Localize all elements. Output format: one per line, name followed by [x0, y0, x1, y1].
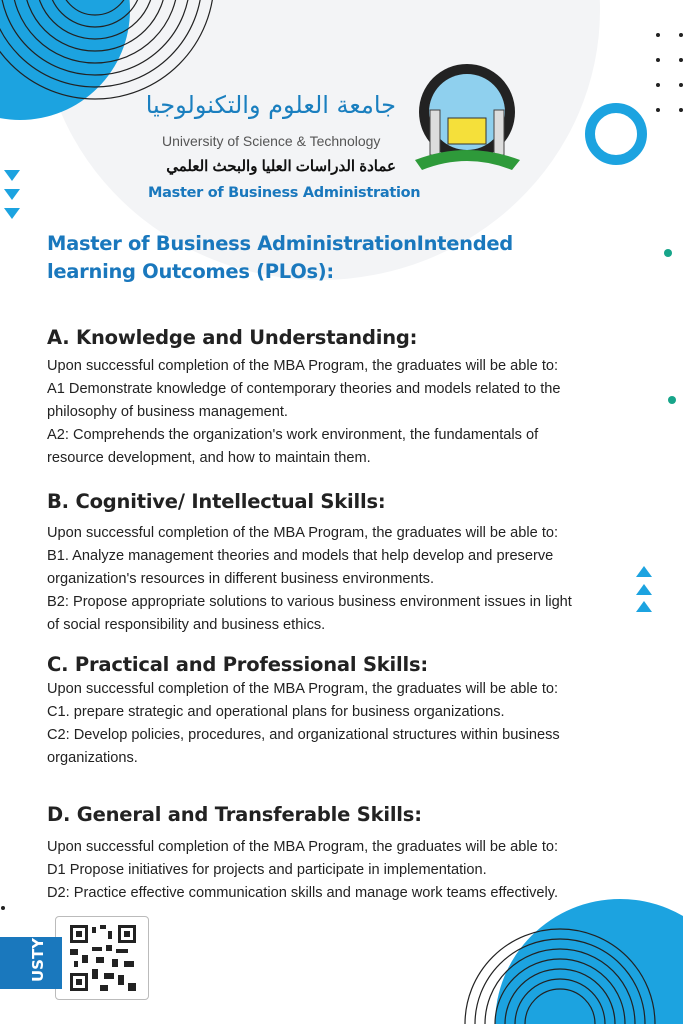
section-line: philosophy of business management.	[47, 404, 288, 420]
ring-icon	[590, 108, 642, 160]
title-line: learning Outcomes (PLOs):	[47, 260, 334, 283]
section-heading: B. Cognitive/ Intellectual Skills:	[47, 490, 386, 513]
triangle-down-icon	[4, 208, 20, 219]
section-line: A1 Demonstrate knowledge of contemporary theories and models related to the	[47, 381, 561, 397]
triangle-down-icon	[4, 170, 20, 181]
section-practical	[47, 653, 647, 770]
university-name-arabic: جامعة العلوم والتكنولوجيا	[145, 91, 396, 119]
section-line: A2: Comprehends the organization's work environment, the fundamentals of	[47, 427, 539, 443]
deanship-name-arabic: عمادة الدراسات العليا والبحث العلمي	[166, 158, 396, 175]
section-line: resource development, and how to maintain them.	[47, 450, 371, 466]
title-line: Master of Business AdministrationIntended	[47, 232, 513, 255]
usty-label: USTY	[29, 937, 48, 983]
qr-code-icon	[56, 917, 148, 999]
page-title	[47, 230, 607, 286]
section-line: Upon successful completion of the MBA Program, the graduates will be able to:	[47, 358, 559, 374]
section-line: B1. Analyze management theories and models that help develop and preserve	[47, 548, 554, 564]
section-heading: D. General and Transferable Skills:	[47, 803, 422, 826]
section-line: D1 Propose initiatives for projects and participate in implementation.	[47, 862, 487, 878]
section-line: D2: Practice effective communication skills and manage work teams effectively.	[47, 885, 559, 901]
section-knowledge	[47, 326, 647, 470]
section-heading: A. Knowledge and Understanding:	[47, 326, 418, 349]
section-line: Upon successful completion of the MBA Program, the graduates will be able to:	[47, 839, 559, 855]
section-line: C1. prepare strategic and operational plans for business organizations.	[47, 704, 505, 720]
program-subtitle: Master of Business Administration	[148, 185, 421, 201]
section-line: organizations.	[47, 750, 138, 766]
section-cognitive	[47, 490, 647, 637]
triangle-down-icon	[4, 189, 20, 200]
usty-tag	[0, 937, 62, 989]
qr-code[interactable]	[55, 916, 149, 1000]
section-general	[47, 803, 647, 905]
section-line: C2: Develop policies, procedures, and organizational structures within business	[47, 727, 560, 743]
section-line: Upon successful completion of the MBA Program, the graduates will be able to:	[47, 681, 559, 697]
section-line: organization's resources in different business environments.	[47, 571, 435, 587]
university-seal	[415, 64, 520, 170]
section-line: B2: Propose appropriate solutions to various business environment issues in light	[47, 594, 572, 610]
teal-dot	[668, 396, 676, 404]
section-heading: C. Practical and Professional Skills:	[47, 653, 429, 676]
teal-dot	[664, 249, 672, 257]
corner-circle-top	[0, 0, 130, 120]
section-line: Upon successful completion of the MBA Program, the graduates will be able to:	[47, 525, 559, 541]
section-line: of social responsibility and business ethics.	[47, 617, 326, 633]
university-name-english: University of Science & Technology	[162, 133, 381, 149]
